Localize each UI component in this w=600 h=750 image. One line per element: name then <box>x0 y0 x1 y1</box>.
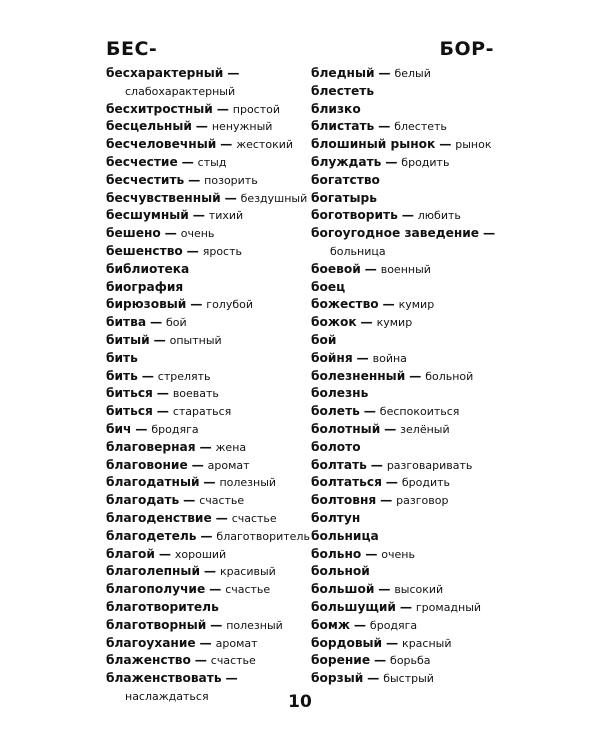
entry-dash: — <box>186 243 199 258</box>
entry-headword: больной <box>311 564 370 579</box>
entry-headword: биография <box>106 279 184 294</box>
entry-dash: — <box>385 635 399 650</box>
dictionary-entry <box>311 510 501 528</box>
entry-dash: — <box>364 261 377 276</box>
entry-synonym: быстрый <box>383 672 434 686</box>
dictionary-entry <box>311 350 501 368</box>
dictionary-entry <box>311 474 501 492</box>
dictionary-entry <box>311 296 501 314</box>
entry-synonym: бродить <box>401 476 451 490</box>
entry-synonym: стыд <box>197 155 227 169</box>
entry-dash: — <box>365 546 378 561</box>
entry-synonym: бой <box>166 316 187 330</box>
entry-synonym: стараться <box>172 405 232 419</box>
entry-headword: бесчестить <box>106 172 185 187</box>
entry-headword: бешено <box>106 226 161 241</box>
entry-headword: богатство <box>311 172 380 187</box>
dictionary-entry <box>106 243 296 261</box>
entry-dash: — <box>135 421 148 436</box>
entry-headword: благой <box>106 546 155 561</box>
entry-headword: борение <box>311 653 371 668</box>
entry-headword: больница <box>311 528 379 543</box>
dictionary-entry <box>311 528 501 546</box>
entry-dash: — <box>482 226 496 241</box>
entry-dash: — <box>227 66 240 80</box>
dictionary-entry <box>106 190 308 208</box>
entry-headword: боготворить <box>311 208 398 223</box>
entry-headword: бесшумный <box>106 208 189 223</box>
entry-dash: — <box>216 101 229 116</box>
entry-dash: — <box>360 315 373 330</box>
entry-headword: божество <box>311 297 379 312</box>
entry-synonym: полезный <box>226 618 283 632</box>
entry-dash: — <box>141 368 154 383</box>
entry-headword: бич <box>106 421 132 436</box>
entry-dash: — <box>215 510 228 525</box>
dictionary-entry <box>311 314 501 332</box>
dictionary-entry <box>106 279 296 297</box>
entry-synonym: счастье <box>225 583 271 597</box>
entry-dash: — <box>373 653 387 668</box>
entry-synonym: любить <box>417 209 461 223</box>
entry-headword: благодать <box>106 493 180 508</box>
entry-dash: — <box>370 457 383 472</box>
entry-synonym: тихий <box>208 209 244 223</box>
entry-synonym: высокий <box>394 583 444 597</box>
entry-dash: — <box>378 582 391 597</box>
entry-dash: — <box>191 457 204 472</box>
dictionary-entry <box>311 261 501 279</box>
entry-headword: бой <box>311 332 337 347</box>
dictionary-entry <box>311 617 501 635</box>
entry-dash: — <box>209 582 222 597</box>
dictionary-entry <box>106 563 296 581</box>
entry-synonym: военный <box>380 262 431 276</box>
entry-headword: бесхарактерный <box>106 66 224 80</box>
entry-synonym: кумир <box>398 298 435 312</box>
entry-dash: — <box>203 475 216 490</box>
entry-synonym-continuation: слабохарактерный <box>125 84 236 98</box>
entry-synonym: счастье <box>210 654 256 668</box>
entry-synonym: кумир <box>376 316 413 330</box>
entry-dash: — <box>164 226 177 241</box>
dictionary-entry <box>106 635 296 653</box>
entry-headword: бирюзовый <box>106 297 187 312</box>
entry-synonym-continuation: наслаждаться <box>125 689 209 703</box>
entry-headword: блуждать <box>311 154 382 169</box>
dictionary-entry <box>311 421 501 439</box>
entry-dash: — <box>203 564 217 579</box>
entry-headword: бомж <box>311 617 350 632</box>
entry-synonym: простой <box>232 102 281 116</box>
dictionary-entry <box>106 457 296 475</box>
entry-synonym: бродяга <box>369 618 418 632</box>
entry-headword: блаженствовать <box>106 671 222 686</box>
entry-synonym: разговаривать <box>386 458 473 472</box>
dictionary-entry <box>106 136 296 154</box>
dictionary-entry <box>311 403 501 421</box>
entry-synonym: голубой <box>206 298 254 312</box>
entry-headword: божок <box>311 315 357 330</box>
entry-dash: — <box>353 617 367 632</box>
dictionary-entry <box>311 118 501 136</box>
dictionary-entry <box>106 65 296 83</box>
dictionary-entry <box>106 154 296 172</box>
entry-synonym: блестеть <box>394 120 447 134</box>
dictionary-entry <box>106 118 296 136</box>
entry-headword: бледный <box>311 66 375 80</box>
entry-headword: болотный <box>311 421 381 436</box>
entry-dash: — <box>225 671 238 686</box>
dictionary-entry <box>106 403 296 421</box>
dictionary-entry <box>106 599 296 617</box>
dictionary-entry <box>106 652 296 670</box>
dictionary-entry <box>311 207 501 225</box>
entry-headword: биться <box>106 386 153 401</box>
entry-synonym: опытный <box>169 333 222 347</box>
dictionary-entry <box>311 546 501 564</box>
entry-synonym: беспокоиться <box>379 405 460 419</box>
entry-headword: благоденствие <box>106 510 212 525</box>
entry-synonym: жестокий <box>236 138 294 152</box>
entry-dash: — <box>409 368 422 383</box>
dictionary-entry <box>311 457 501 475</box>
entry-headword: болтун <box>311 510 361 525</box>
dictionary-entry <box>106 581 296 599</box>
dictionary-entry <box>311 581 501 599</box>
entry-headword: бордовый <box>311 635 383 650</box>
entry-dash: — <box>194 653 207 668</box>
entry-dash: — <box>399 599 413 614</box>
entry-dash: — <box>384 421 397 436</box>
entry-headword: больно <box>311 546 362 561</box>
dictionary-entry <box>311 172 501 190</box>
dictionary-entry <box>311 101 501 119</box>
right-column <box>311 65 501 688</box>
dictionary-entry <box>311 154 501 172</box>
entry-synonym: бродяга <box>151 422 199 436</box>
entry-dash: — <box>210 617 223 632</box>
entry-synonym: разговор <box>396 494 449 508</box>
dictionary-entry <box>311 83 501 101</box>
entry-headword: борзый <box>311 671 364 686</box>
entry-headword: болтовня <box>311 493 377 508</box>
entry-synonym: позорить <box>204 173 258 187</box>
entry-headword: блаженство <box>106 653 191 668</box>
entry-synonym: красивый <box>219 565 276 579</box>
dictionary-entry <box>311 190 501 208</box>
entry-synonym: воевать <box>172 387 219 401</box>
entry-dash: — <box>181 154 194 169</box>
dictionary-entry <box>106 617 296 635</box>
entry-dash: — <box>401 208 414 223</box>
entry-headword: большой <box>311 582 375 597</box>
entry-headword: благотворитель <box>106 599 219 614</box>
entry-headword: болото <box>311 439 361 454</box>
entry-dash: — <box>378 66 391 80</box>
entry-headword: бесчеловечный <box>106 137 217 152</box>
entry-dash: — <box>200 528 213 543</box>
dictionary-entry <box>106 261 296 279</box>
dictionary-entry <box>311 670 501 688</box>
dictionary-entry <box>311 136 501 154</box>
dictionary-entry <box>106 421 296 439</box>
entry-dash: — <box>192 208 205 223</box>
entry-headword: болезнь <box>311 386 369 401</box>
dictionary-entry <box>106 101 296 119</box>
dictionary-entry <box>311 368 501 386</box>
entry-headword: боевой <box>311 261 361 276</box>
entry-synonym: ярость <box>202 244 242 258</box>
dictionary-entry <box>311 439 501 457</box>
entry-synonym: хороший <box>174 547 227 561</box>
entry-synonym: полезный <box>219 476 277 490</box>
entry-dash: — <box>153 332 166 347</box>
entry-synonym: бродить <box>401 155 450 169</box>
entry-dash: — <box>367 671 380 686</box>
entry-synonym: белый <box>394 67 431 80</box>
entry-synonym: ненужный <box>211 120 273 134</box>
dictionary-entry <box>311 635 501 653</box>
entry-headword: биться <box>106 404 153 419</box>
entry-headword: бесчувственный <box>106 190 221 205</box>
dictionary-entry <box>311 279 501 297</box>
entry-synonym: жена <box>215 440 247 454</box>
entry-headword: библиотека <box>106 261 190 276</box>
entry-dash: — <box>190 297 203 312</box>
dictionary-entry <box>106 368 296 386</box>
entry-synonym: благотворитель <box>216 529 310 543</box>
entry-synonym: больной <box>425 369 474 383</box>
entry-headword: бесхитростный <box>106 101 213 116</box>
entry-dash: — <box>156 386 169 401</box>
page-number: 10 <box>288 692 312 712</box>
entry-headword: благовоние <box>106 457 188 472</box>
entry-headword: благоухание <box>106 635 196 650</box>
entry-headword: благодетель <box>106 528 197 543</box>
entry-synonym: очень <box>381 547 415 561</box>
entry-headword: бить <box>106 368 138 383</box>
guide-word-left: БЕС- <box>106 38 158 60</box>
dictionary-entry <box>106 546 296 564</box>
dictionary-entry <box>106 492 296 510</box>
entry-synonym: счастье <box>199 494 245 508</box>
dictionary-entry <box>106 385 296 403</box>
dictionary-entry <box>106 296 296 314</box>
dictionary-entry <box>311 599 501 617</box>
entry-headword: бить <box>106 350 138 365</box>
entry-headword: болтать <box>311 457 367 472</box>
entry-dash: — <box>380 493 393 508</box>
entry-synonym: война <box>372 351 407 365</box>
dictionary-entry <box>106 510 296 528</box>
entry-headword: благодатный <box>106 475 200 490</box>
entry-synonym: красный <box>402 636 452 650</box>
entry-headword: битва <box>106 315 147 330</box>
dictionary-entry <box>311 563 501 581</box>
entry-dash: — <box>220 137 233 152</box>
dictionary-entry <box>106 332 296 350</box>
dictionary-entry <box>106 439 296 457</box>
entry-synonym: счастье <box>231 511 277 525</box>
entry-dash: — <box>385 475 398 490</box>
entry-dash: — <box>183 493 196 508</box>
entry-headword: болезненный <box>311 368 406 383</box>
dictionary-entry <box>311 332 501 350</box>
entry-dash: — <box>149 315 163 330</box>
entry-headword: блистать <box>311 119 375 134</box>
dictionary-entry <box>106 528 310 546</box>
entry-dash: — <box>188 172 201 187</box>
entry-synonym-continuation: больница <box>330 244 386 258</box>
entry-headword: благолепный <box>106 564 200 579</box>
entry-headword: блестеть <box>311 83 375 98</box>
entry-headword: большущий <box>311 599 396 614</box>
entry-headword: богоугодное заведение <box>311 226 480 241</box>
entry-dash: — <box>385 154 398 169</box>
entry-synonym: зелёный <box>400 422 450 436</box>
entry-synonym: аромат <box>215 636 258 650</box>
dictionary-entry <box>106 350 296 368</box>
entry-headword: благополучие <box>106 582 206 597</box>
entry-headword: близко <box>311 101 361 116</box>
entry-headword: боец <box>311 279 346 294</box>
entry-dash: — <box>356 350 369 365</box>
entry-synonym: громадный <box>415 600 482 614</box>
dictionary-entry <box>106 670 296 688</box>
entry-headword: болтаться <box>311 475 382 490</box>
entry-dash: — <box>382 297 395 312</box>
dictionary-entry <box>106 314 296 332</box>
dictionary-entry <box>311 492 501 510</box>
dictionary-entry <box>311 65 501 83</box>
dictionary-entry <box>106 225 296 243</box>
dictionary-entry <box>106 207 296 225</box>
entry-dash: — <box>156 404 169 419</box>
entry-synonym: стрелять <box>157 369 211 383</box>
entry-dash: — <box>158 546 172 561</box>
entry-headword: болеть <box>311 404 360 419</box>
entry-synonym: рынок <box>455 138 492 152</box>
entry-dash: — <box>378 119 391 134</box>
entry-headword: бесчестие <box>106 154 178 169</box>
entry-headword: блошиный рынок <box>311 137 436 152</box>
entry-dash: — <box>195 119 208 134</box>
dictionary-entry <box>106 172 296 190</box>
entry-synonym: бездушный <box>240 191 308 205</box>
entry-headword: бесцельный <box>106 119 192 134</box>
entry-headword: благотворный <box>106 617 207 632</box>
entry-headword: бойня <box>311 350 353 365</box>
guide-word-right: БОР- <box>439 38 494 60</box>
dictionary-entry <box>311 385 501 403</box>
entry-synonym: очень <box>180 227 215 241</box>
entry-dash: — <box>224 190 237 205</box>
dictionary-entry <box>311 225 501 243</box>
entry-headword: бешенство <box>106 243 183 258</box>
dictionary-entry <box>106 474 296 492</box>
entry-dash: — <box>363 404 376 419</box>
entry-headword: богатырь <box>311 190 377 205</box>
entry-headword: битый <box>106 332 150 347</box>
entry-dash: — <box>199 439 212 454</box>
entry-dash: — <box>439 137 452 152</box>
entry-headword: благоверная <box>106 439 196 454</box>
entry-synonym: аромат <box>207 458 250 472</box>
entry-dash: — <box>199 635 212 650</box>
dictionary-entry <box>311 652 501 670</box>
entry-synonym: борьба <box>390 654 431 668</box>
